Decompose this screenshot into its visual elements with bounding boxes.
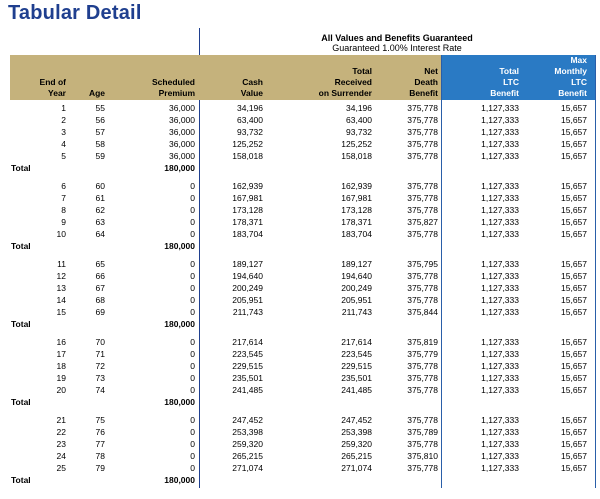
cell-ltc-benefit: 1,127,333 [481, 337, 519, 347]
cell-ltc-benefit: 1,127,333 [481, 139, 519, 149]
cell-surrender: 189,127 [341, 259, 372, 269]
cell-cash-value: 125,252 [232, 139, 263, 149]
table-row [0, 126, 600, 138]
header-cash-value: Value [240, 88, 263, 98]
cell-year: 2 [61, 115, 66, 125]
cell-cash-value: 173,128 [232, 205, 263, 215]
cell-year: 10 [56, 229, 66, 239]
cell-max-monthly-ltc: 15,657 [561, 361, 587, 371]
table-row [0, 414, 600, 426]
cell-cash-value: 271,074 [232, 463, 263, 473]
cell-premium: 0 [190, 217, 195, 227]
cell-ltc-benefit: 1,127,333 [481, 373, 519, 383]
header-max-monthly-ltc: Monthly [554, 66, 587, 76]
cell-premium: 0 [190, 463, 195, 473]
cell-cash-value: 194,640 [232, 271, 263, 281]
table-row [0, 282, 600, 294]
cell-cash-value: 183,704 [232, 229, 263, 239]
cell-premium: 0 [190, 385, 195, 395]
cell-premium: 0 [190, 439, 195, 449]
total-premium: 180,000 [164, 319, 195, 329]
cell-death-benefit: 375,827 [407, 217, 438, 227]
cell-death-benefit: 375,844 [407, 307, 438, 317]
header-death-benefit: Net [424, 66, 438, 76]
cell-age: 72 [95, 361, 105, 371]
cell-age: 63 [95, 217, 105, 227]
total-row [0, 162, 600, 174]
header-max-monthly-ltc: Benefit [558, 88, 587, 98]
cell-surrender: 158,018 [341, 151, 372, 161]
cell-death-benefit: 375,778 [407, 229, 438, 239]
cell-age: 69 [95, 307, 105, 317]
cell-ltc-benefit: 1,127,333 [481, 271, 519, 281]
total-label: Total [11, 163, 31, 173]
cell-surrender: 183,704 [341, 229, 372, 239]
cell-surrender: 265,215 [341, 451, 372, 461]
cell-cash-value: 34,196 [237, 103, 263, 113]
total-row [0, 240, 600, 252]
cell-year: 25 [56, 463, 66, 473]
header-surrender: on Surrender [318, 88, 372, 98]
cell-death-benefit: 375,778 [407, 295, 438, 305]
cell-ltc-benefit: 1,127,333 [481, 181, 519, 191]
total-label: Total [11, 319, 31, 329]
header-surrender: Received [334, 77, 372, 87]
cell-year: 1 [61, 103, 66, 113]
cell-surrender: 63,400 [346, 115, 372, 125]
table-row [0, 192, 600, 204]
cell-death-benefit: 375,778 [407, 127, 438, 137]
cell-surrender: 162,939 [341, 181, 372, 191]
cell-age: 64 [95, 229, 105, 239]
cell-year: 6 [61, 181, 66, 191]
cell-max-monthly-ltc: 15,657 [561, 151, 587, 161]
cell-death-benefit: 375,779 [407, 349, 438, 359]
cell-death-benefit: 375,819 [407, 337, 438, 347]
cell-ltc-benefit: 1,127,333 [481, 415, 519, 425]
cell-max-monthly-ltc: 15,657 [561, 385, 587, 395]
cell-cash-value: 217,614 [232, 337, 263, 347]
cell-age: 58 [95, 139, 105, 149]
cell-death-benefit: 375,778 [407, 205, 438, 215]
cell-surrender: 235,501 [341, 373, 372, 383]
cell-max-monthly-ltc: 15,657 [561, 439, 587, 449]
cell-ltc-benefit: 1,127,333 [481, 361, 519, 371]
cell-max-monthly-ltc: 15,657 [561, 451, 587, 461]
cell-ltc-benefit: 1,127,333 [481, 259, 519, 269]
cell-cash-value: 229,515 [232, 361, 263, 371]
total-premium: 180,000 [164, 163, 195, 173]
cell-year: 16 [56, 337, 66, 347]
cell-ltc-benefit: 1,127,333 [481, 151, 519, 161]
table-row [0, 150, 600, 162]
cell-year: 19 [56, 373, 66, 383]
cell-death-benefit: 375,778 [407, 103, 438, 113]
table-row [0, 204, 600, 216]
header-year: Year [48, 88, 66, 98]
cell-age: 62 [95, 205, 105, 215]
cell-death-benefit: 375,789 [407, 427, 438, 437]
cell-death-benefit: 375,778 [407, 181, 438, 191]
cell-ltc-benefit: 1,127,333 [481, 217, 519, 227]
cell-age: 79 [95, 463, 105, 473]
cell-cash-value: 63,400 [237, 115, 263, 125]
cell-cash-value: 178,371 [232, 217, 263, 227]
cell-ltc-benefit: 1,127,333 [481, 295, 519, 305]
cell-ltc-benefit: 1,127,333 [481, 307, 519, 317]
cell-cash-value: 247,452 [232, 415, 263, 425]
cell-cash-value: 241,485 [232, 385, 263, 395]
cell-max-monthly-ltc: 15,657 [561, 259, 587, 269]
table-row [0, 336, 600, 348]
cell-ltc-benefit: 1,127,333 [481, 439, 519, 449]
cell-surrender: 253,398 [341, 427, 372, 437]
cell-max-monthly-ltc: 15,657 [561, 205, 587, 215]
table-row [0, 426, 600, 438]
cell-surrender: 211,743 [341, 307, 372, 317]
cell-year: 5 [61, 151, 66, 161]
cell-cash-value: 205,951 [232, 295, 263, 305]
cell-max-monthly-ltc: 15,657 [561, 295, 587, 305]
cell-max-monthly-ltc: 15,657 [561, 217, 587, 227]
cell-cash-value: 253,398 [232, 427, 263, 437]
cell-cash-value: 259,320 [232, 439, 263, 449]
table-row [0, 180, 600, 192]
cell-age: 59 [95, 151, 105, 161]
cell-premium: 0 [190, 259, 195, 269]
cell-death-benefit: 375,778 [407, 463, 438, 473]
table-row [0, 228, 600, 240]
cell-age: 76 [95, 427, 105, 437]
total-row [0, 396, 600, 408]
cell-premium: 0 [190, 361, 195, 371]
cell-surrender: 205,951 [341, 295, 372, 305]
cell-year: 9 [61, 217, 66, 227]
cell-year: 20 [56, 385, 66, 395]
cell-ltc-benefit: 1,127,333 [481, 283, 519, 293]
cell-max-monthly-ltc: 15,657 [561, 427, 587, 437]
cell-premium: 0 [190, 283, 195, 293]
total-premium: 180,000 [164, 241, 195, 251]
header-premium: Premium [158, 88, 195, 98]
total-premium: 180,000 [164, 397, 195, 407]
cell-surrender: 259,320 [341, 439, 372, 449]
table-row [0, 306, 600, 318]
cell-max-monthly-ltc: 15,657 [561, 283, 587, 293]
cell-year: 3 [61, 127, 66, 137]
table-row [0, 138, 600, 150]
cell-premium: 0 [190, 271, 195, 281]
header-ltc-benefit: Benefit [490, 88, 519, 98]
cell-cash-value: 200,249 [232, 283, 263, 293]
cell-premium: 36,000 [169, 103, 195, 113]
cell-premium: 36,000 [169, 151, 195, 161]
cell-cash-value: 158,018 [232, 151, 263, 161]
cell-year: 12 [56, 271, 66, 281]
cell-premium: 0 [190, 337, 195, 347]
cell-premium: 0 [190, 205, 195, 215]
header-ltc-benefit: LTC [503, 77, 519, 87]
cell-ltc-benefit: 1,127,333 [481, 349, 519, 359]
table-row [0, 438, 600, 450]
header-surrender: Total [352, 66, 372, 76]
cell-ltc-benefit: 1,127,333 [481, 103, 519, 113]
header-premium: Scheduled [152, 77, 195, 87]
cell-max-monthly-ltc: 15,657 [561, 193, 587, 203]
cell-year: 22 [56, 427, 66, 437]
cell-age: 74 [95, 385, 105, 395]
cell-age: 55 [95, 103, 105, 113]
table-row [0, 270, 600, 282]
cell-cash-value: 211,743 [232, 307, 263, 317]
cell-year: 11 [57, 259, 66, 269]
cell-max-monthly-ltc: 15,657 [561, 307, 587, 317]
cell-ltc-benefit: 1,127,333 [481, 127, 519, 137]
table-row [0, 348, 600, 360]
cell-year: 8 [61, 205, 66, 215]
header-death-benefit: Benefit [409, 88, 438, 98]
cell-ltc-benefit: 1,127,333 [481, 205, 519, 215]
interest-rate-note: Guaranteed 1.00% Interest Rate [332, 43, 462, 53]
cell-ltc-benefit: 1,127,333 [481, 427, 519, 437]
table-row [0, 102, 600, 114]
cell-max-monthly-ltc: 15,657 [561, 229, 587, 239]
cell-age: 60 [95, 181, 105, 191]
cell-max-monthly-ltc: 15,657 [561, 373, 587, 383]
table-row [0, 360, 600, 372]
cell-year: 21 [56, 415, 66, 425]
cell-premium: 0 [190, 193, 195, 203]
cell-surrender: 223,545 [341, 349, 372, 359]
cell-death-benefit: 375,778 [407, 139, 438, 149]
cell-premium: 0 [190, 451, 195, 461]
total-label: Total [11, 397, 31, 407]
cell-cash-value: 167,981 [232, 193, 263, 203]
cell-max-monthly-ltc: 15,657 [561, 103, 587, 113]
cell-year: 17 [56, 349, 66, 359]
cell-year: 7 [61, 193, 66, 203]
cell-death-benefit: 375,778 [407, 439, 438, 449]
cell-year: 18 [56, 361, 66, 371]
cell-age: 77 [95, 439, 105, 449]
cell-age: 71 [95, 349, 105, 359]
cell-surrender: 241,485 [341, 385, 372, 395]
cell-surrender: 178,371 [341, 217, 372, 227]
cell-year: 4 [61, 139, 66, 149]
header-age: Age [88, 88, 105, 98]
cell-premium: 0 [190, 181, 195, 191]
cell-death-benefit: 375,778 [407, 115, 438, 125]
table-row [0, 462, 600, 474]
cell-premium: 36,000 [169, 127, 195, 137]
cell-max-monthly-ltc: 15,657 [561, 115, 587, 125]
cell-surrender: 247,452 [341, 415, 372, 425]
cell-surrender: 229,515 [341, 361, 372, 371]
cell-age: 66 [95, 271, 105, 281]
cell-death-benefit: 375,778 [407, 151, 438, 161]
cell-surrender: 200,249 [341, 283, 372, 293]
cell-premium: 0 [190, 373, 195, 383]
cell-surrender: 167,981 [341, 193, 372, 203]
cell-premium: 36,000 [169, 115, 195, 125]
cell-max-monthly-ltc: 15,657 [561, 271, 587, 281]
cell-cash-value: 189,127 [232, 259, 263, 269]
cell-year: 13 [56, 283, 66, 293]
cell-death-benefit: 375,778 [407, 415, 438, 425]
cell-surrender: 34,196 [346, 103, 372, 113]
cell-year: 23 [56, 439, 66, 449]
cell-max-monthly-ltc: 15,657 [561, 337, 587, 347]
cell-ltc-benefit: 1,127,333 [481, 463, 519, 473]
total-row [0, 474, 600, 486]
cell-year: 14 [56, 295, 66, 305]
table-row [0, 450, 600, 462]
cell-premium: 36,000 [169, 139, 195, 149]
cell-cash-value: 93,732 [237, 127, 263, 137]
table-row [0, 384, 600, 396]
cell-premium: 0 [190, 427, 195, 437]
cell-ltc-benefit: 1,127,333 [481, 229, 519, 239]
cell-premium: 0 [190, 415, 195, 425]
cell-cash-value: 162,939 [232, 181, 263, 191]
cell-cash-value: 223,545 [232, 349, 263, 359]
table-row [0, 294, 600, 306]
cell-surrender: 194,640 [341, 271, 372, 281]
cell-age: 75 [95, 415, 105, 425]
cell-surrender: 93,732 [346, 127, 372, 137]
total-premium: 180,000 [164, 475, 195, 485]
cell-year: 15 [56, 307, 66, 317]
table-row [0, 372, 600, 384]
cell-ltc-benefit: 1,127,333 [481, 385, 519, 395]
cell-death-benefit: 375,810 [407, 451, 438, 461]
cell-cash-value: 265,215 [232, 451, 263, 461]
total-label: Total [11, 241, 31, 251]
page-title: Tabular Detail [8, 2, 142, 24]
cell-death-benefit: 375,795 [407, 259, 438, 269]
cell-death-benefit: 375,778 [407, 373, 438, 383]
cell-premium: 0 [190, 295, 195, 305]
cell-max-monthly-ltc: 15,657 [561, 139, 587, 149]
cell-age: 68 [95, 295, 105, 305]
cell-age: 78 [95, 451, 105, 461]
cell-year: 24 [56, 451, 66, 461]
cell-age: 67 [95, 283, 105, 293]
table-row [0, 216, 600, 228]
cell-age: 65 [95, 259, 105, 269]
cell-max-monthly-ltc: 15,657 [561, 181, 587, 191]
cell-death-benefit: 375,778 [407, 193, 438, 203]
header-max-monthly-ltc: LTC [571, 77, 587, 87]
cell-max-monthly-ltc: 15,657 [561, 349, 587, 359]
cell-max-monthly-ltc: 15,657 [561, 127, 587, 137]
cell-ltc-benefit: 1,127,333 [481, 115, 519, 125]
cell-ltc-benefit: 1,127,333 [481, 451, 519, 461]
cell-death-benefit: 375,778 [407, 361, 438, 371]
cell-age: 61 [95, 193, 105, 203]
cell-surrender: 271,074 [341, 463, 372, 473]
header-death-benefit: Death [414, 77, 438, 87]
cell-death-benefit: 375,778 [407, 271, 438, 281]
total-row [0, 318, 600, 330]
cell-cash-value: 235,501 [232, 373, 263, 383]
cell-max-monthly-ltc: 15,657 [561, 415, 587, 425]
cell-age: 70 [95, 337, 105, 347]
cell-premium: 0 [190, 349, 195, 359]
cell-surrender: 173,128 [341, 205, 372, 215]
cell-death-benefit: 375,778 [407, 283, 438, 293]
header-cash-value: Cash [242, 77, 263, 87]
cell-surrender: 217,614 [341, 337, 372, 347]
header-year: End of [39, 77, 66, 87]
table-row [0, 114, 600, 126]
guarantee-heading: All Values and Benefits Guaranteed [321, 33, 473, 43]
cell-ltc-benefit: 1,127,333 [481, 193, 519, 203]
cell-death-benefit: 375,778 [407, 385, 438, 395]
cell-age: 56 [95, 115, 105, 125]
cell-age: 57 [95, 127, 105, 137]
cell-surrender: 125,252 [341, 139, 372, 149]
cell-max-monthly-ltc: 15,657 [561, 463, 587, 473]
total-label: Total [11, 475, 31, 485]
cell-premium: 0 [190, 307, 195, 317]
cell-age: 73 [95, 373, 105, 383]
header-max-monthly-ltc: Max [570, 55, 587, 65]
header-ltc-benefit: Total [499, 66, 519, 76]
table-row [0, 258, 600, 270]
cell-premium: 0 [190, 229, 195, 239]
